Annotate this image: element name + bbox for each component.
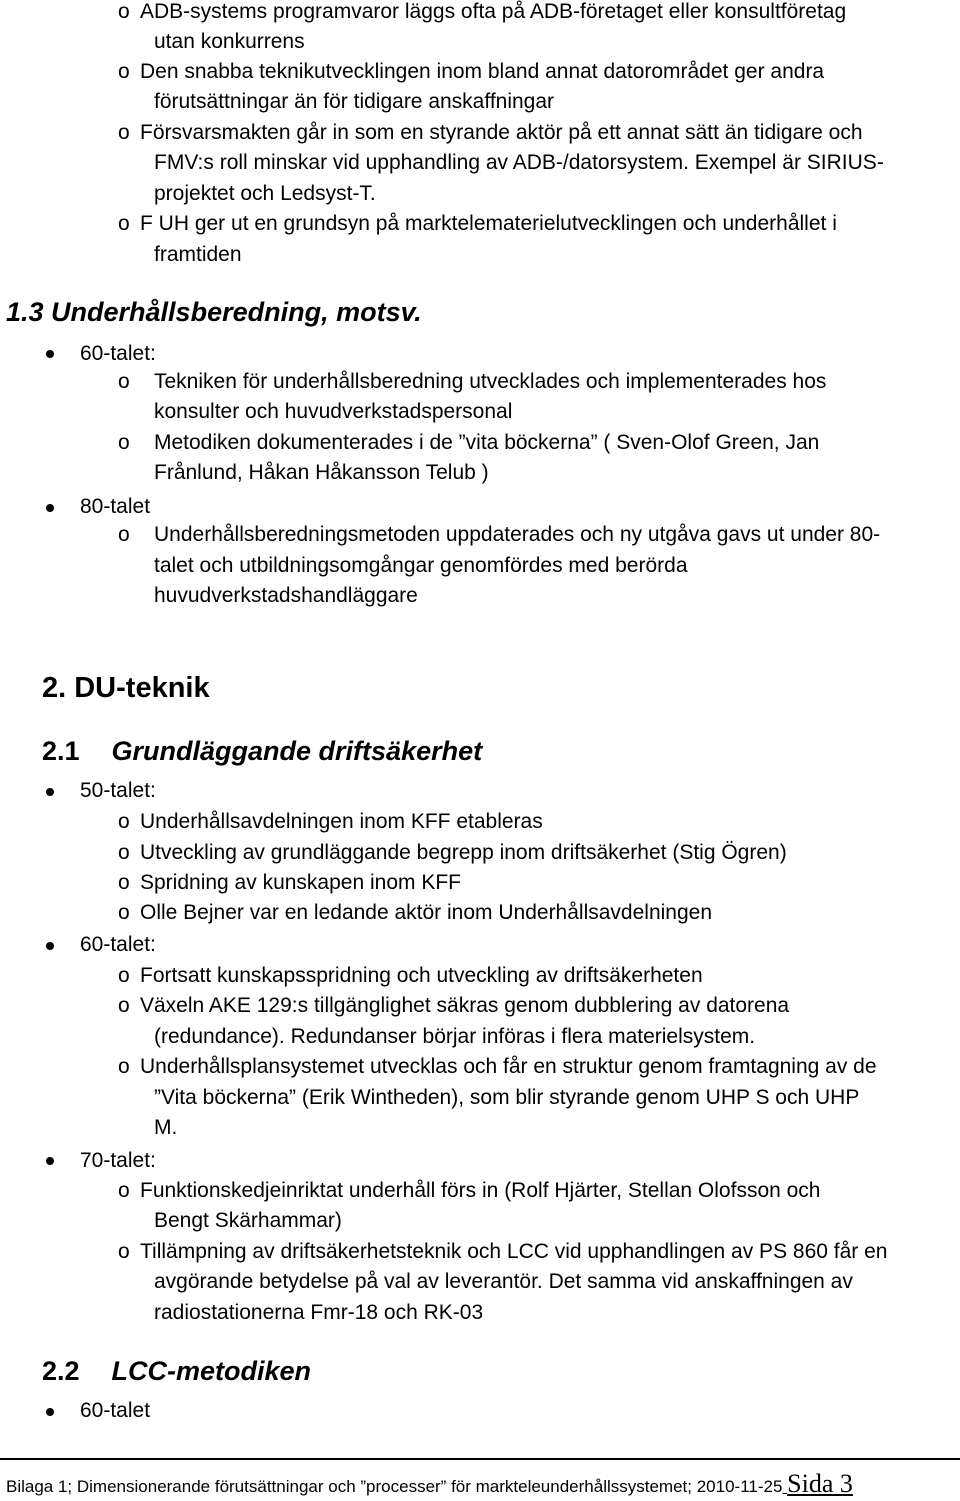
text-line: Fortsatt kunskapsspridning och utveckling av driftsäkerheten xyxy=(140,964,703,987)
sub-bullet-marker: o xyxy=(118,1240,130,1263)
text-line: förutsättningar än för tidigare anskaffningar xyxy=(154,90,555,113)
bullet-dot xyxy=(46,1408,54,1416)
text-line: 50-talet: xyxy=(80,779,156,802)
text-line: utan konkurrens xyxy=(154,30,305,53)
text-line: ”Vita böckerna” (Erik Wintheden), som blir styrande genom UHP S och UHP xyxy=(154,1086,860,1109)
text-line: 60-talet: xyxy=(80,342,156,365)
bullet-dot xyxy=(46,788,54,796)
text-line: Frånlund, Håkan Håkansson Telub ) xyxy=(154,461,489,484)
text-line: Tekniken för underhållsberedning utvecklades och implementerades hos xyxy=(154,370,827,393)
sub-bullet-marker: o xyxy=(118,1179,130,1202)
footer-divider xyxy=(0,1458,960,1460)
sub-bullet-marker: o xyxy=(118,994,130,1017)
sub-bullet-marker: o xyxy=(118,523,130,546)
text-line: Olle Bejner var en ledande aktör inom Underhållsavdelningen xyxy=(140,901,713,924)
text-line: Underhållsplansystemet utvecklas och får en struktur genom framtagning av de xyxy=(140,1055,877,1078)
text-line: 70-talet: xyxy=(80,1149,156,1172)
bullet-dot xyxy=(46,942,54,950)
text-line: (redundance). Redundanser börjar införas i flera materielsystem. xyxy=(154,1025,756,1048)
text-line: Utveckling av grundläggande begrepp inom driftsäkerhet (Stig Ögren) xyxy=(140,841,787,864)
text-line: 60-talet: xyxy=(80,933,156,956)
text-line: huvudverkstadshandläggare xyxy=(154,584,418,607)
sub-bullet-marker: o xyxy=(118,431,130,454)
text-line: talet och utbildningsomgångar genomfördes med berörda xyxy=(154,554,688,577)
sub-bullet-marker: o xyxy=(118,212,130,235)
text-line: F UH ger ut en grundsyn på marktelematerielutvecklingen och underhållet i xyxy=(140,212,837,235)
section-heading-1-3: 1.3 Underhållsberedning, motsv. xyxy=(6,297,422,327)
text-line: 60-talet xyxy=(80,1399,151,1422)
text-line: Underhållsavdelningen inom KFF etableras xyxy=(140,810,543,833)
sub-bullet-marker: o xyxy=(118,121,130,144)
text-line: Försvarsmakten går in som en styrande aktör på ett annat sätt än tidigare och xyxy=(140,121,863,144)
heading-number: 2.1 xyxy=(42,736,80,766)
page-footer xyxy=(6,1470,853,1501)
page-number: Sida 3 xyxy=(787,1469,853,1498)
sub-bullet-marker: o xyxy=(118,810,130,833)
text-line: Underhållsberedningsmetoden uppdaterades och ny utgåva gavs ut under 80- xyxy=(154,523,881,546)
sub-bullet-marker: o xyxy=(118,871,130,894)
heading-title: LCC-metodiken xyxy=(111,1356,312,1386)
section-heading-2: 2. DU-teknik xyxy=(42,672,210,704)
text-line: radiostationerna Fmr-18 och RK-03 xyxy=(154,1301,484,1324)
sub-bullet-marker: o xyxy=(118,841,130,864)
text-line: ADB-systems programvaror läggs ofta på ADB-företaget eller konsultföretag xyxy=(140,0,847,23)
bullet-dot xyxy=(46,350,54,358)
sub-bullet-marker: o xyxy=(118,0,130,23)
text-line: framtiden xyxy=(154,243,242,266)
sub-bullet-marker: o xyxy=(118,1055,130,1078)
text-line: Den snabba teknikutvecklingen inom bland annat datorområdet ger andra xyxy=(140,60,825,83)
text-line: FMV:s roll minskar vid upphandling av ADB-/datorsystem. Exempel är SIRIUS- xyxy=(154,151,884,174)
text-line: Tillämpning av driftsäkerhetsteknik och LCC vid upphandlingen av PS 860 får en xyxy=(140,1240,888,1263)
heading-title: Grundläggande driftsäkerhet xyxy=(111,736,483,766)
text-line: Bengt Skärhammar) xyxy=(154,1209,342,1232)
text-line: Spridning av kunskapen inom KFF xyxy=(140,871,461,894)
text-line: Funktionskedjeinriktat underhåll förs in (Rolf Hjärter, Stellan Olofsson och xyxy=(140,1179,821,1202)
bullet-dot xyxy=(46,1157,54,1165)
footer-text: Bilaga 1; Dimensionerande förutsättningar och ”processer” för markteleunderhållssystemet; 2010-11-25 xyxy=(6,1477,783,1496)
section-heading-2-1 xyxy=(42,734,482,768)
heading-number: 2.2 xyxy=(42,1356,80,1386)
text-line: Växeln AKE 129:s tillgänglighet säkras genom dubblering av datorena xyxy=(140,994,790,1017)
sub-bullet-marker: o xyxy=(118,964,130,987)
text-line: Metodiken dokumenterades i de ”vita böckerna” ( Sven-Olof Green, Jan xyxy=(154,431,820,454)
section-heading-2-2 xyxy=(42,1354,311,1388)
sub-bullet-marker: o xyxy=(118,60,130,83)
text-line: M. xyxy=(154,1116,178,1139)
text-line: avgörande betydelse på val av leverantör. Det samma vid anskaffningen av xyxy=(154,1270,853,1293)
bullet-dot xyxy=(46,504,54,512)
text-line: 80-talet xyxy=(80,495,151,518)
text-line: projektet och Ledsyst-T. xyxy=(154,182,376,205)
sub-bullet-marker: o xyxy=(118,370,130,393)
text-line: konsulter och huvudverkstadspersonal xyxy=(154,400,513,423)
sub-bullet-marker: o xyxy=(118,901,130,924)
